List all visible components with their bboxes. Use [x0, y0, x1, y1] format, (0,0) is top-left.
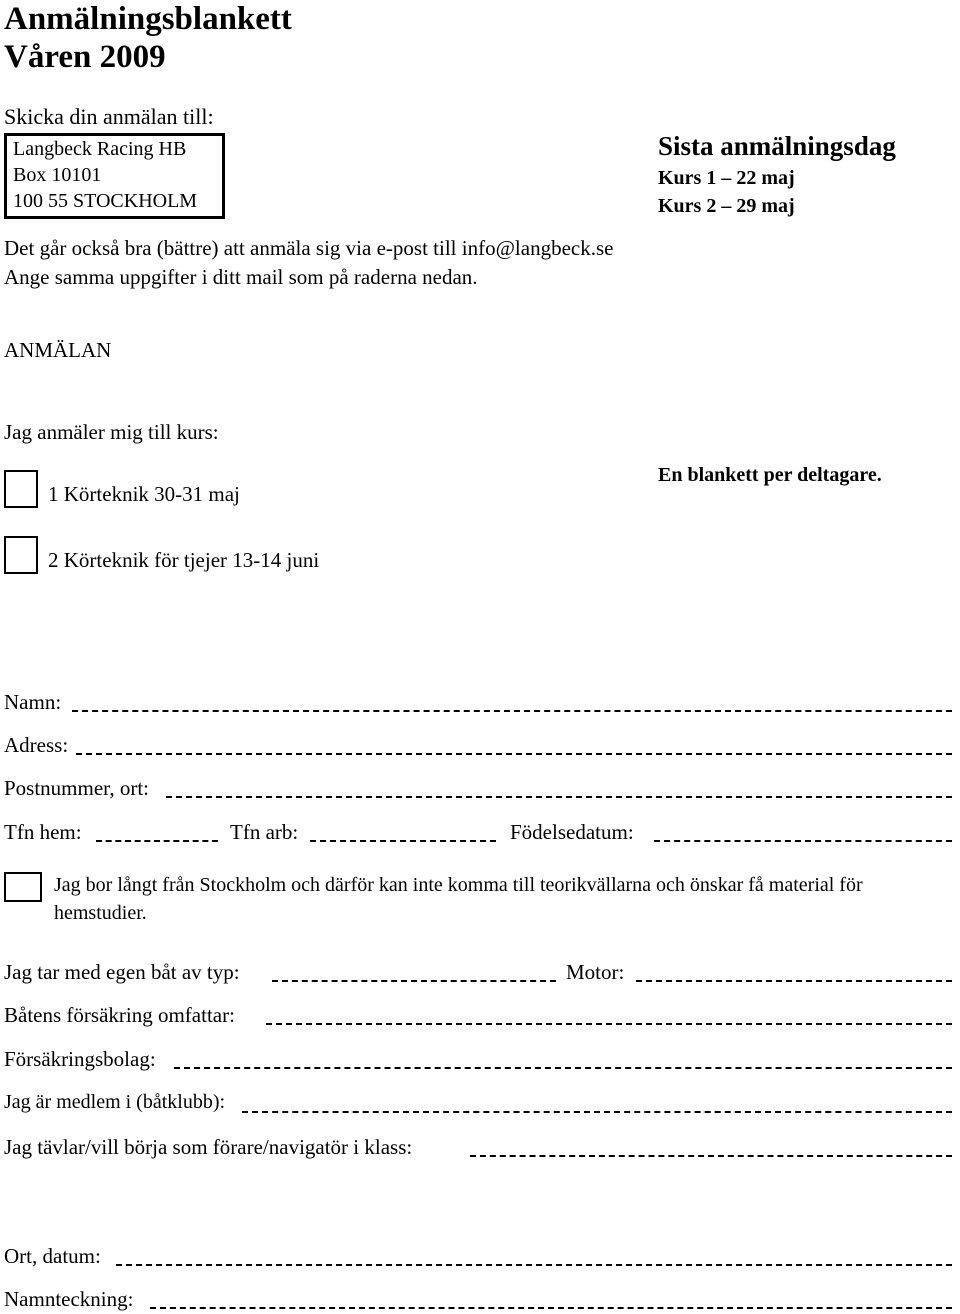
course1-checkbox[interactable]: [4, 470, 38, 508]
address-line: Box 10101: [13, 164, 102, 186]
address-line: 100 55 STOCKHOLM: [13, 190, 198, 212]
tfn-arb-label: Tfn arb:: [230, 820, 299, 844]
adress-label: Adress:: [4, 733, 69, 757]
forsakringsbolag-line[interactable]: [174, 1067, 952, 1069]
adress-line[interactable]: [76, 753, 952, 755]
tavlar-label: Jag tävlar/vill börja som förare/navigatör i klass:: [4, 1135, 413, 1159]
course1-label: 1 Körteknik 30-31 maj: [48, 482, 240, 506]
tavlar-line[interactable]: [470, 1155, 952, 1157]
form-title-line2: Våren 2009: [4, 39, 166, 75]
address-line: Langbeck Racing HB: [13, 138, 187, 160]
postnummer-line[interactable]: [166, 796, 952, 798]
one-form-note: En blankett per deltagare.: [658, 464, 882, 486]
motor-line[interactable]: [636, 980, 952, 982]
course2-checkbox[interactable]: [4, 536, 38, 574]
tfn-arb-line[interactable]: [310, 840, 496, 842]
forsakring-label: Båtens försäkring omfattar:: [4, 1003, 235, 1027]
email-info-line1: Det går också bra (bättre) att anmäla sig via e-post till info@langbeck.se: [4, 236, 614, 260]
forsakringsbolag-label: Försäkringsbolag:: [4, 1047, 156, 1071]
deadline-kurs2: Kurs 2 – 29 maj: [658, 195, 795, 217]
ort-datum-label: Ort, datum:: [4, 1244, 101, 1268]
namn-line[interactable]: [72, 710, 952, 712]
deadline-kurs1: Kurs 1 – 22 maj: [658, 167, 795, 189]
postnummer-label: Postnummer, ort:: [4, 776, 149, 800]
course2-label: 2 Körteknik för tjejer 13-14 juni: [48, 548, 320, 572]
section-intro: Jag anmäler mig till kurs:: [4, 420, 219, 444]
deadline-title: Sista anmälningsdag: [658, 131, 896, 161]
long-distance-line2: hemstudier.: [54, 902, 147, 924]
motor-label: Motor:: [566, 960, 625, 984]
forsakring-line[interactable]: [266, 1023, 952, 1025]
send-to-label: Skicka din anmälan till:: [4, 104, 214, 129]
medlem-line[interactable]: [242, 1111, 952, 1113]
bat-typ-label: Jag tar med egen båt av typ:: [4, 960, 240, 984]
namnteckning-label: Namnteckning:: [4, 1287, 134, 1311]
email-info-line2: Ange samma uppgifter i ditt mail som på raderna nedan.: [4, 265, 478, 289]
long-distance-line1: Jag bor långt från Stockholm och därför kan inte komma till teorikvällarna och önskar få material för: [54, 874, 863, 896]
tfn-hem-line[interactable]: [96, 840, 218, 842]
section-heading: ANMÄLAN: [4, 338, 112, 362]
namn-label: Namn:: [4, 690, 62, 714]
fodelsedatum-label: Födelsedatum:: [510, 820, 634, 844]
namnteckning-line[interactable]: [150, 1307, 952, 1309]
form-title-line1: Anmälningsblankett: [4, 1, 292, 37]
address-box: [4, 133, 225, 219]
tfn-hem-label: Tfn hem:: [4, 820, 82, 844]
long-distance-checkbox[interactable]: [4, 872, 42, 902]
ort-datum-line[interactable]: [116, 1264, 952, 1266]
bat-typ-line[interactable]: [272, 980, 556, 982]
fodelsedatum-line[interactable]: [654, 840, 952, 842]
medlem-label: Jag är medlem i (båtklubb):: [4, 1091, 226, 1113]
